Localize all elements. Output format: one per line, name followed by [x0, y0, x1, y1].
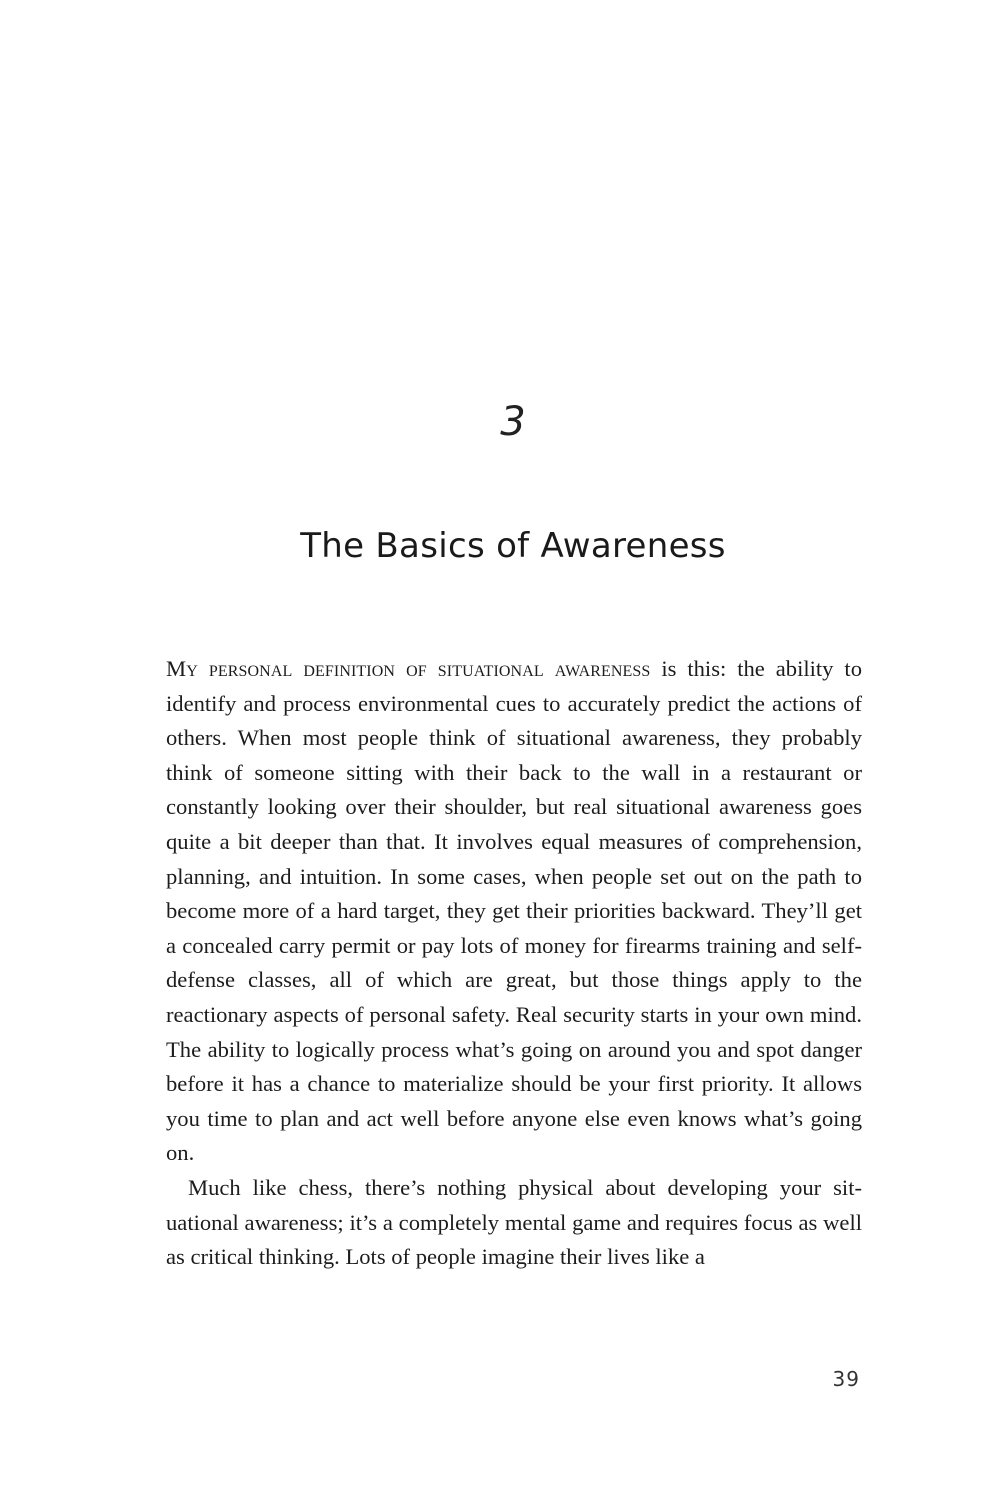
page-number: 39 — [832, 1367, 860, 1391]
paragraph-2: Much like chess, there’s nothing physical about developing your situational awareness; it’s a completely mental game and requires focus as well as critical thinking. Lots of people imagine their lives like a — [166, 1174, 862, 1270]
chapter-number: 3 — [500, 399, 526, 445]
paragraph-lead-in: My personal definition of situational awareness — [166, 656, 651, 681]
paragraph-1-text: is this: the ability to identify and process environmental cues to accurately predict the actions of others. When most people think of situational awareness, they probably think of someone sitting with their back to the wall in a restaurant or constantly looking over their shoulder, but real situational awareness goes quite a bit deeper than that. It involves equal measures of comprehension, planning, and intuition. In some cases, when people set out on the path to become more of a hard target, they get their priorities backward. They’ll get a concealed carry permit or pay lots of money for firearms training and self-defense classes, all of which are great, but those things apply to the reactionary aspects of personal safety. Real security starts in your own mind. The ability to logically process what’s going on around you and spot danger before it has a chance to materialize should be your first priority. It allows you time to plan and act well before anyone else even knows what’s going on. — [166, 656, 862, 1166]
chapter-title: The Basics of Awareness — [300, 526, 726, 566]
paragraph-1 — [166, 652, 862, 1171]
body-text — [166, 652, 862, 1275]
